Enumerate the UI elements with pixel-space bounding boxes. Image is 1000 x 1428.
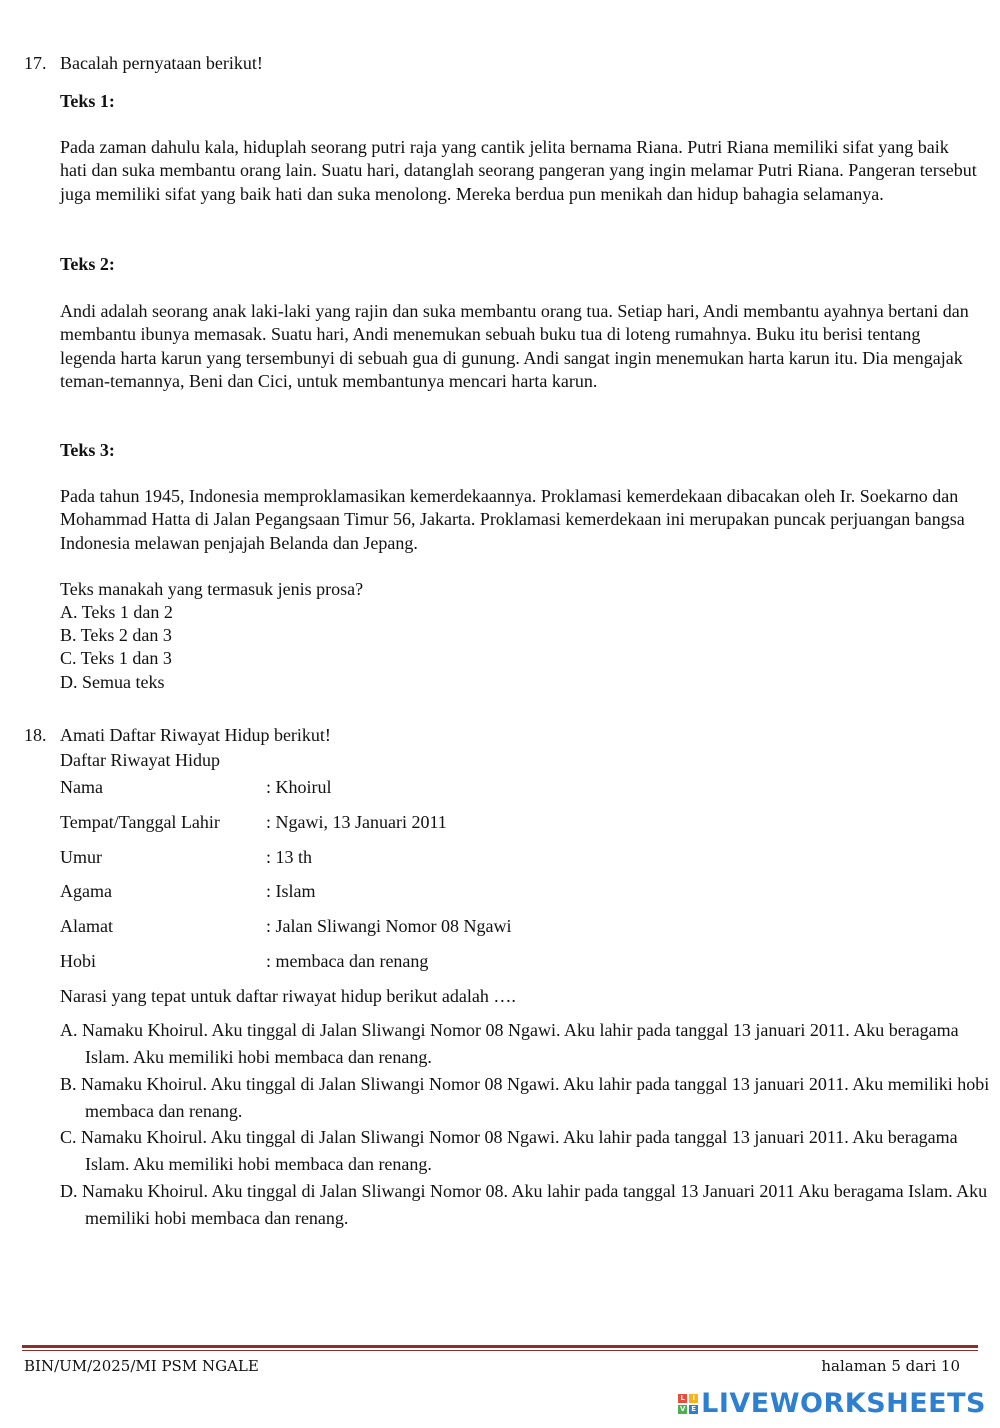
question-18-instruction: Amati Daftar Riwayat Hidup berikut! bbox=[60, 725, 331, 745]
cv-value-nama: : Khoirul bbox=[266, 777, 332, 797]
option-17-c[interactable]: C. Teks 1 dan 3 bbox=[60, 648, 172, 668]
text-2-paragraph: Andi adalah seorang anak laki-laki yang rajin dan suka membantu orang tua. Setiap hari, Andi membantu ayahnya bertani dan membantu ibunya memasak. Suatu hari, Andi menemukan sebuah buku tua di loteng rumahnya. Buku itu berisi tentang legenda harta karun yang tersembunyi di sebuah gua di gunung. Andi sangat ingin menemukan harta karun itu. Dia mengajak teman-temannya, Beni dan Cici, untuk membantunya mencari harta karun. bbox=[60, 301, 969, 392]
cv-value-umur: : 13 th bbox=[266, 847, 313, 867]
cv-label-nama: Nama bbox=[60, 777, 103, 797]
option-17-d[interactable]: D. Semua teks bbox=[60, 672, 165, 692]
logo-cell-v: V bbox=[679, 1404, 686, 1413]
cv-label-ttl: Tempat/Tanggal Lahir bbox=[60, 812, 220, 832]
footer-page-number: halaman 5 dari 10 bbox=[821, 1357, 960, 1375]
cv-value-ttl: : Ngawi, 13 Januari 2011 bbox=[266, 812, 447, 832]
option-18-d[interactable]: D. Namaku Khoirul. Aku tinggal di Jalan Sliwangi Nomor 08. Aku lahir pada tanggal 13 Januari 2011 Aku beragama Islam. Aku memiliki hobi membaca dan renang. bbox=[60, 1181, 988, 1228]
cv-label-alamat: Alamat bbox=[60, 916, 113, 936]
footer-document-code: BIN/UM/2025/MI PSM NGALE bbox=[24, 1357, 259, 1375]
option-18-a[interactable]: A. Namaku Khoirul. Aku tinggal di Jalan Sliwangi Nomor 08 Ngawi. Aku lahir pada tanggal 13 januari 2011. Aku beragama Islam. Aku memiliki hobi membaca dan renang. bbox=[60, 1020, 959, 1067]
cv-value-agama: : Islam bbox=[266, 881, 316, 901]
text-1-heading: Teks 1: bbox=[60, 91, 115, 111]
question-17-prompt: Teks manakah yang termasuk jenis prosa? bbox=[60, 579, 364, 599]
cv-label-agama: Agama bbox=[60, 881, 112, 901]
footer-divider-thin bbox=[22, 1350, 978, 1351]
option-18-b[interactable]: B. Namaku Khoirul. Aku tinggal di Jalan Sliwangi Nomor 08 Ngawi. Aku lahir pada tanggal 13 januari 2011. Aku memiliki hobi membaca dan renang. bbox=[60, 1074, 990, 1121]
cv-label-hobi: Hobi bbox=[60, 951, 96, 971]
text-3-paragraph: Pada tahun 1945, Indonesia memproklamasikan kemerdekaannya. Proklamasi kemerdekaan dibacakan oleh Ir. Soekarno dan Mohammad Hatta di Jalan Pegangsaan Timur 56, Jakarta. Proklamasi kemerdekaan ini merupakan puncak perjuangan bangsa Indonesia melawan penjajah Belanda dan Jepang. bbox=[60, 486, 965, 553]
text-1-paragraph: Pada zaman dahulu kala, hiduplah seorang putri raja yang cantik jelita bernama Riana. Putri Riana memiliki sifat yang baik hati dan suka membantu orang lain. Suatu hari, datanglah seorang pangeran yang ingin melamar Putri Riana. Pangeran tersebut juga memiliki sifat yang baik hati dan suka menolong. Mereka berdua pun menikah dan hidup bahagia selamanya. bbox=[60, 137, 977, 204]
option-17-a[interactable]: A. Teks 1 dan 2 bbox=[60, 602, 173, 622]
question-18-prompt: Narasi yang tepat untuk daftar riwayat hidup berikut adalah …. bbox=[60, 986, 516, 1006]
cv-title: Daftar Riwayat Hidup bbox=[60, 750, 220, 770]
logo-cell-e: E bbox=[689, 1405, 698, 1414]
cv-label-umur: Umur bbox=[60, 847, 102, 867]
option-17-b[interactable]: B. Teks 2 dan 3 bbox=[60, 625, 172, 645]
question-18-number: 18. bbox=[24, 725, 47, 745]
option-18-c[interactable]: C. Namaku Khoirul. Aku tinggal di Jalan Sliwangi Nomor 08 Ngawi. Aku lahir pada tanggal 13 januari 2011. Aku beragama Islam. Aku memiliki hobi membaca dan renang. bbox=[60, 1127, 958, 1174]
footer-divider-thick bbox=[22, 1345, 978, 1348]
logo-wordmark: LIVEWORKSHEETS bbox=[701, 1388, 986, 1419]
logo-cell-i: I bbox=[689, 1394, 698, 1403]
text-3-heading: Teks 3: bbox=[60, 440, 115, 460]
liveworksheets-logo[interactable] bbox=[678, 1388, 986, 1419]
cv-value-alamat: : Jalan Sliwangi Nomor 08 Ngawi bbox=[266, 916, 512, 936]
cv-value-hobi: : membaca dan renang bbox=[266, 951, 429, 971]
question-17-number: 17. bbox=[24, 53, 47, 73]
logo-grid-icon bbox=[678, 1394, 698, 1414]
question-17-instruction: Bacalah pernyataan berikut! bbox=[60, 53, 263, 73]
logo-cell-l: L bbox=[678, 1394, 687, 1403]
text-2-heading: Teks 2: bbox=[60, 254, 115, 274]
